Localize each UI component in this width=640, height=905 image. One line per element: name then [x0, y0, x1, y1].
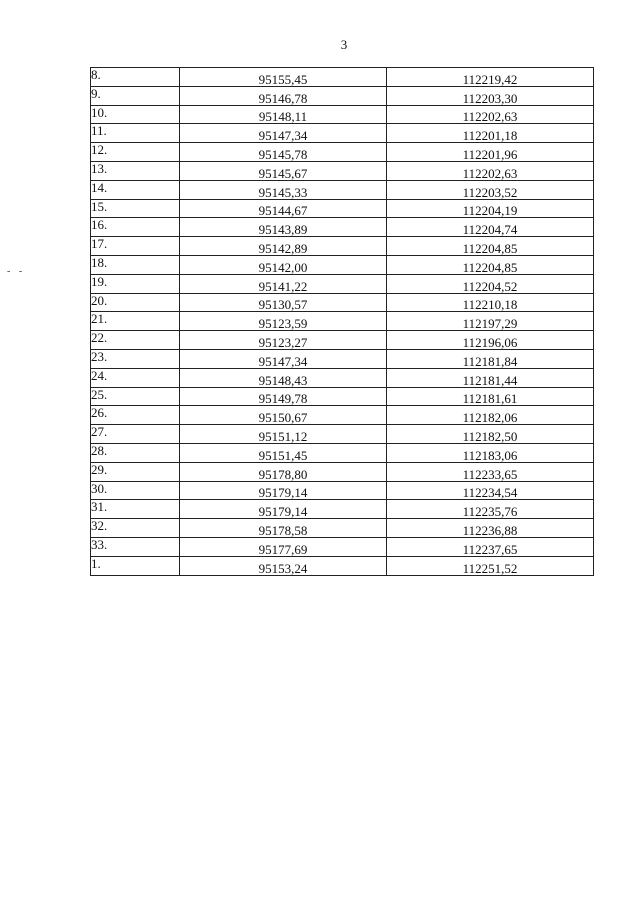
- y-coordinate-cell: 112210,18: [387, 293, 594, 312]
- point-number-cell: 31.: [91, 500, 180, 519]
- table-row: [91, 481, 594, 500]
- y-coordinate-cell: 112201,18: [387, 124, 594, 143]
- y-coordinate-cell: 112237,65: [387, 537, 594, 556]
- y-coordinate-cell: 112203,52: [387, 180, 594, 199]
- table-row: [91, 199, 594, 218]
- y-coordinate-cell: 112182,50: [387, 425, 594, 444]
- table-row: [91, 105, 594, 124]
- point-number-cell: 28.: [91, 443, 180, 462]
- x-coordinate-cell: 95144,67: [180, 199, 387, 218]
- x-coordinate-cell: 95141,22: [180, 274, 387, 293]
- x-coordinate-cell: 95153,24: [180, 556, 387, 575]
- point-number-cell: 11.: [91, 124, 180, 143]
- x-coordinate-cell: 95147,34: [180, 124, 387, 143]
- table-row: [91, 68, 594, 87]
- y-coordinate-cell: 112183,06: [387, 443, 594, 462]
- y-coordinate-cell: 112219,42: [387, 68, 594, 87]
- margin-mark: - -: [7, 266, 26, 277]
- y-coordinate-cell: 112201,96: [387, 143, 594, 162]
- y-coordinate-cell: 112204,85: [387, 255, 594, 274]
- table-row: [91, 124, 594, 143]
- table-row: [91, 406, 594, 425]
- x-coordinate-cell: 95145,67: [180, 161, 387, 180]
- x-coordinate-cell: 95177,69: [180, 537, 387, 556]
- table-row: [91, 443, 594, 462]
- table-row: [91, 331, 594, 350]
- x-coordinate-cell: 95155,45: [180, 68, 387, 87]
- y-coordinate-cell: 112233,65: [387, 462, 594, 481]
- table-row: [91, 237, 594, 256]
- table-row: [91, 368, 594, 387]
- y-coordinate-cell: 112182,06: [387, 406, 594, 425]
- point-number-cell: 18.: [91, 255, 180, 274]
- x-coordinate-cell: 95147,34: [180, 349, 387, 368]
- point-number-cell: 22.: [91, 331, 180, 350]
- table-row: [91, 556, 594, 575]
- x-coordinate-cell: 95179,14: [180, 481, 387, 500]
- x-coordinate-cell: 95148,43: [180, 368, 387, 387]
- point-number-cell: 25.: [91, 387, 180, 406]
- table-row: [91, 180, 594, 199]
- table-row: [91, 218, 594, 237]
- y-coordinate-cell: 112235,76: [387, 500, 594, 519]
- y-coordinate-cell: 112204,52: [387, 274, 594, 293]
- table-row: [91, 86, 594, 105]
- point-number-cell: 23.: [91, 349, 180, 368]
- y-coordinate-cell: 112204,19: [387, 199, 594, 218]
- y-coordinate-cell: 112204,74: [387, 218, 594, 237]
- table-row: [91, 425, 594, 444]
- point-number-cell: 12.: [91, 143, 180, 162]
- point-number-cell: 26.: [91, 406, 180, 425]
- x-coordinate-cell: 95145,33: [180, 180, 387, 199]
- x-coordinate-cell: 95123,59: [180, 312, 387, 331]
- x-coordinate-cell: 95178,58: [180, 519, 387, 538]
- point-number-cell: 10.: [91, 105, 180, 124]
- point-number-cell: 13.: [91, 161, 180, 180]
- x-coordinate-cell: 95123,27: [180, 331, 387, 350]
- x-coordinate-cell: 95179,14: [180, 500, 387, 519]
- table-row: [91, 387, 594, 406]
- coordinates-table: [90, 67, 594, 576]
- point-number-cell: 20.: [91, 293, 180, 312]
- table-row: [91, 143, 594, 162]
- x-coordinate-cell: 95151,45: [180, 443, 387, 462]
- table-row: [91, 293, 594, 312]
- point-number-cell: 15.: [91, 199, 180, 218]
- point-number-cell: 29.: [91, 462, 180, 481]
- table-row: [91, 161, 594, 180]
- point-number-cell: 19.: [91, 274, 180, 293]
- y-coordinate-cell: 112202,63: [387, 105, 594, 124]
- table-row: [91, 537, 594, 556]
- x-coordinate-cell: 95142,00: [180, 255, 387, 274]
- y-coordinate-cell: 112196,06: [387, 331, 594, 350]
- point-number-cell: 21.: [91, 312, 180, 331]
- y-coordinate-cell: 112202,63: [387, 161, 594, 180]
- x-coordinate-cell: 95148,11: [180, 105, 387, 124]
- table-row: [91, 349, 594, 368]
- table-row: [91, 462, 594, 481]
- y-coordinate-cell: 112204,85: [387, 237, 594, 256]
- y-coordinate-cell: 112181,61: [387, 387, 594, 406]
- point-number-cell: 9.: [91, 86, 180, 105]
- x-coordinate-cell: 95145,78: [180, 143, 387, 162]
- y-coordinate-cell: 112236,88: [387, 519, 594, 538]
- x-coordinate-cell: 95143,89: [180, 218, 387, 237]
- x-coordinate-cell: 95149,78: [180, 387, 387, 406]
- page-number: 3: [340, 37, 348, 52]
- point-number-cell: 8.: [91, 68, 180, 87]
- point-number-cell: 30.: [91, 481, 180, 500]
- y-coordinate-cell: 112181,84: [387, 349, 594, 368]
- point-number-cell: 33.: [91, 537, 180, 556]
- y-coordinate-cell: 112234,54: [387, 481, 594, 500]
- table-row: [91, 312, 594, 331]
- point-number-cell: 24.: [91, 368, 180, 387]
- table-row: [91, 500, 594, 519]
- x-coordinate-cell: 95178,80: [180, 462, 387, 481]
- point-number-cell: 14.: [91, 180, 180, 199]
- y-coordinate-cell: 112203,30: [387, 86, 594, 105]
- point-number-cell: 16.: [91, 218, 180, 237]
- table-row: [91, 255, 594, 274]
- y-coordinate-cell: 112181,44: [387, 368, 594, 387]
- x-coordinate-cell: 95146,78: [180, 86, 387, 105]
- point-number-cell: 1.: [91, 556, 180, 575]
- x-coordinate-cell: 95151,12: [180, 425, 387, 444]
- y-coordinate-cell: 112251,52: [387, 556, 594, 575]
- x-coordinate-cell: 95150,67: [180, 406, 387, 425]
- x-coordinate-cell: 95142,89: [180, 237, 387, 256]
- point-number-cell: 32.: [91, 519, 180, 538]
- table-row: [91, 274, 594, 293]
- coordinates-table-body: [91, 68, 594, 576]
- point-number-cell: 27.: [91, 425, 180, 444]
- x-coordinate-cell: 95130,57: [180, 293, 387, 312]
- point-number-cell: 17.: [91, 237, 180, 256]
- y-coordinate-cell: 112197,29: [387, 312, 594, 331]
- table-row: [91, 519, 594, 538]
